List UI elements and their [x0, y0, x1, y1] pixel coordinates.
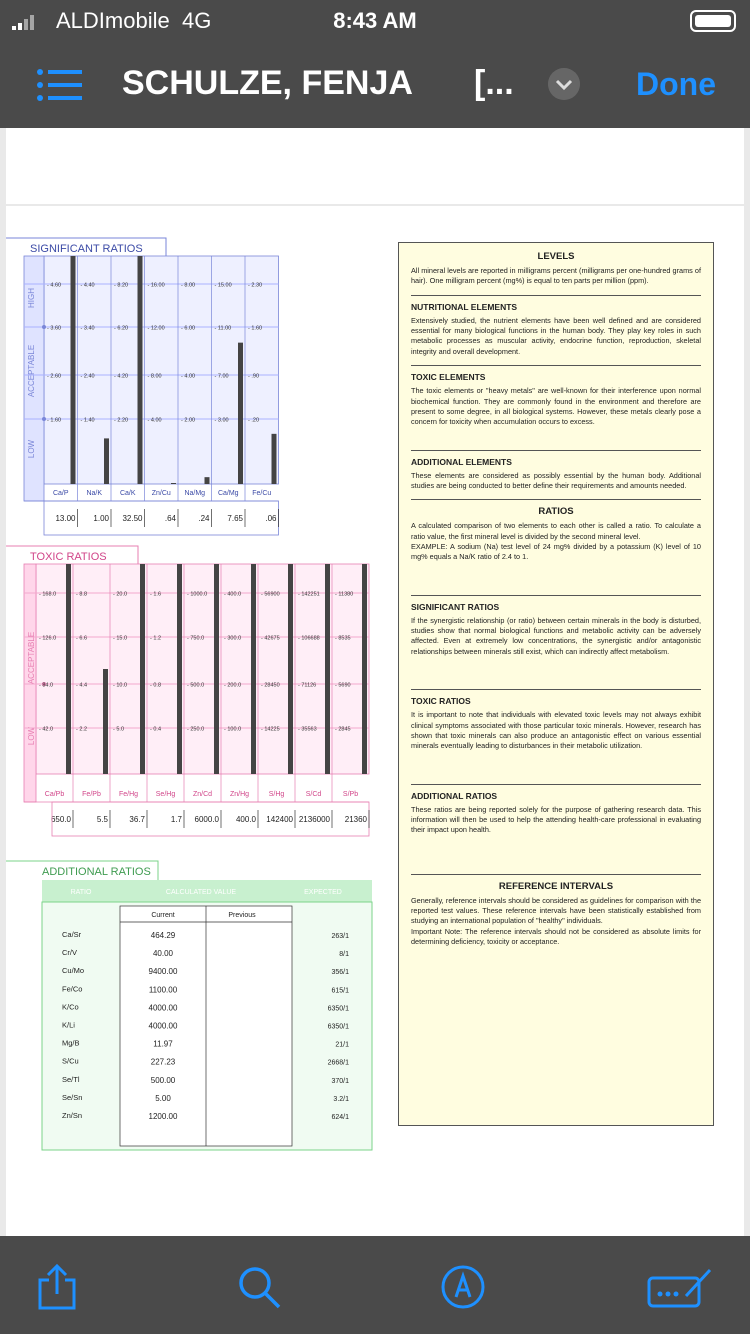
- toxic-zone-label: ACCEPTABLE: [27, 631, 36, 685]
- significant-tick-label: - 3.40: [80, 325, 95, 332]
- significant-ratio-name: Ca/K: [119, 490, 136, 497]
- significant-tick-label: - 4.00: [181, 373, 196, 380]
- significant-ratios-text: If the synergistic relationship (or ratio) between certain minerals in the body is disturbed, studies show that normal biological functions and metabolic activity can be adversely affected. Even at extremely low concentrations, the synergistic and/or antagonistic relationships between minerals still exist, which can indirectly affect metabolism.: [411, 615, 701, 656]
- additional-row-ratio: Se/Sn: [62, 1092, 83, 1102]
- significant-value-box: [44, 501, 279, 535]
- toxic-ratio-name: Fe/Hg: [118, 791, 139, 798]
- toxic-tick-label: - 750.0: [187, 635, 205, 642]
- toxic-tick-label: - 2.2: [76, 726, 88, 733]
- document-page: [6, 206, 744, 1236]
- significant-tick-label: - .90: [248, 373, 260, 380]
- additional-ratios-text: These ratios are being reported solely for the purpose of gathering research data. This information will then be used to help the attending health-care professional in evaluating their impact upon health.: [411, 804, 701, 835]
- additional-row-expected: 2668/1: [327, 1059, 349, 1067]
- significant-tick-label: - 1.40: [80, 417, 95, 424]
- significant-tick-label: - 8.00: [181, 282, 196, 289]
- additional-row-current: 40.00: [152, 949, 174, 959]
- significant-bar-Na/K: [104, 438, 109, 484]
- significant-bar-Zn/Cu: [171, 483, 176, 484]
- significant-ratio-name: Na/Mg: [184, 490, 206, 497]
- additional-row-ratio: Zn/Sn: [62, 1111, 83, 1120]
- significant-ratio-name: Fe/Cu: [252, 490, 272, 497]
- carrier-label: ALDImobile 4G: [56, 8, 212, 33]
- significant-ratio-value: 7.65: [227, 514, 243, 523]
- significant-ratios-heading: SIGNIFICANT RATIOS: [411, 601, 500, 612]
- toxic-bar-Zn/Cd: [214, 564, 219, 774]
- additional-row-current: 4000.00: [148, 1003, 178, 1013]
- significant-tick-label: - 2.00: [181, 417, 196, 424]
- additional-row-current: 4000.00: [148, 1021, 178, 1031]
- reference-intervals-note: Important Note: The reference intervals should not be considered as absolute limits for determining deficiency, toxicity or acceptance.: [411, 926, 701, 947]
- status-bar: [0, 0, 750, 42]
- battery-icon: [690, 10, 736, 32]
- toxic-tick-label: - 106688: [298, 635, 320, 642]
- significant-ratio-name: Ca/P: [52, 490, 69, 497]
- ratios-text: A calculated comparison of two elements to each other is called a ratio. To calculate a ratio value, the first mineral level is divided by the second mineral level.: [411, 521, 701, 541]
- additional-row-expected: 263/1: [331, 933, 349, 940]
- nav-bar: [0, 42, 750, 128]
- toxic-tick-label: - 168.0: [39, 591, 57, 598]
- significant-zone-label: LOW: [27, 439, 36, 459]
- significant-bar-Ca/Mg: [238, 343, 243, 484]
- toxic-tick-label: - 400.0: [224, 591, 242, 598]
- additional-row-ratio: Se/Tl: [62, 1074, 80, 1084]
- significant-ratio-value: 13.00: [55, 514, 76, 523]
- toxic-tick-label: - 500.0: [187, 682, 205, 689]
- toxic-bar-Ca/Pb: [66, 564, 71, 774]
- significant-ratio-value: .64: [164, 514, 176, 523]
- toxic-ratio-name: Se/Hg: [155, 791, 176, 798]
- toxic-tick-label: - 2845: [335, 726, 351, 733]
- document-title[interactable]: SCHULZE, FENJA: [122, 64, 413, 102]
- additional-row-current: 1100.00: [148, 985, 178, 995]
- toxic-ratio-value: 36.7: [129, 815, 145, 824]
- significant-tick-label: - 4.60: [47, 282, 62, 289]
- toxic-ratio-value: 5.5: [96, 815, 108, 824]
- previous-page: [6, 128, 744, 204]
- toxic-tick-label: - 0.4: [150, 726, 162, 733]
- additional-row-expected: 624/1: [331, 1114, 349, 1121]
- share-icon[interactable]: [34, 1264, 80, 1310]
- additional-row-ratio: Ca/Sr: [62, 930, 82, 939]
- toxic-tick-label: - 5690: [335, 682, 351, 689]
- additional-row-current: 1200.00: [148, 1112, 178, 1121]
- significant-title: SIGNIFICANT RATIOS: [30, 243, 143, 255]
- toxic-tick-label: - 200.0: [224, 682, 242, 689]
- significant-tick-label: - 4.20: [114, 373, 129, 380]
- significant-ratio-value: 1.00: [93, 514, 109, 523]
- sign-icon[interactable]: [646, 1264, 714, 1310]
- toxic-tick-label: - 0.8: [150, 682, 162, 689]
- significant-tick-label: - 2.60: [47, 373, 62, 380]
- toxic-tick-label: - 100.0: [224, 726, 242, 733]
- toxic-tick-label: - 4.4: [76, 682, 88, 689]
- markup-icon[interactable]: [440, 1264, 486, 1310]
- significant-tick-label: - 3.60: [47, 325, 62, 332]
- network-label: 4G: [181, 8, 212, 33]
- significant-zone-marker: [42, 417, 46, 421]
- nutritional-text: Extensively studied, the nutrient elements have been well defined and are considered essential for many biological functions in the human body. They play key roles in such metabolic processes as muscular activity, endocrine function, reproduction, skeletal integrity and overall development.: [411, 315, 701, 356]
- significant-tick-label: - .20: [248, 417, 260, 424]
- toxic-tick-label: - 8.8: [76, 591, 88, 598]
- significant-tick-label: - 8.00: [147, 373, 162, 380]
- ratios-example: EXAMPLE: A sodium (Na) test level of 24 mg% divided by a potassium (K) level of 10 mg% equals a Na/K ratio of 2.4 to 1.: [411, 542, 701, 562]
- toxic-ratio-name: Fe/Pb: [82, 791, 101, 798]
- significant-tick-label: - 2.40: [80, 373, 95, 380]
- significant-zone-label: ACCEPTABLE: [27, 344, 36, 398]
- additional-row-ratio: Cr/V: [62, 948, 77, 958]
- significant-tick-label: - 7.00: [214, 373, 229, 380]
- toxic-bar-S/Hg: [288, 564, 293, 774]
- additional-row-current: 9400.00: [148, 967, 178, 977]
- toxic-tick-label: - 84.0: [39, 682, 54, 689]
- significant-bar-Na/Mg: [205, 477, 210, 484]
- significant-tick-label: - 1.60: [248, 325, 263, 332]
- additional-row-ratio: S/Cu: [62, 1056, 79, 1066]
- additional-row-current: 500.00: [150, 1075, 176, 1085]
- chevron-down-icon[interactable]: [548, 68, 580, 100]
- toxic-tick-label: - 42675: [261, 635, 280, 642]
- significant-ratio-value: .06: [265, 514, 277, 523]
- list-icon[interactable]: [36, 68, 82, 102]
- significant-bar-Ca/K: [138, 256, 143, 484]
- toxic-ratio-name: S/Pb: [342, 791, 359, 798]
- toxic-ratio-value: 2136000: [298, 815, 330, 824]
- toxic-tick-label: - 1.6: [150, 591, 162, 598]
- toxic-ratio-name: S/Cd: [305, 791, 322, 798]
- additional-row-ratio: K/Co: [62, 1002, 79, 1012]
- toxic-ratio-value: 6000.0: [194, 815, 219, 824]
- significant-tick-label: - 4.00: [147, 417, 162, 424]
- toxic-elements-title: TOXIC ELEMENTS: [411, 372, 486, 383]
- additional-header-expected: EXPECTED: [304, 889, 342, 896]
- additional-title: ADDITIONAL RATIOS: [42, 866, 151, 878]
- additional-subheader-previous: Previous: [228, 912, 256, 919]
- significant-ratio-value: .24: [198, 514, 210, 523]
- significant-tick-label: - 6.00: [181, 325, 196, 332]
- additional-row-current: 227.23: [150, 1057, 176, 1067]
- toxic-ratio-value: 1.7: [170, 815, 182, 824]
- additional-row-expected: 8/1: [339, 951, 349, 959]
- toxic-ratios-text: It is important to note that individuals with elevated toxic levels may not always exhibit clinical symptoms associated with those particular toxic minerals. However, research has shown that toxic minerals can also produce an antagonistic effect on various essential minerals eventually leading to disturbances in their metabolic utilization.: [411, 710, 701, 751]
- additional-row-expected: 615/1: [331, 987, 349, 995]
- toxic-ratio-value: 21360: [344, 815, 367, 824]
- significant-bar-Fe/Cu: [272, 434, 277, 484]
- additional-elements-text: These elements are considered as possibly essential by the human body. Additional studies are being conducted to better define their requirements and amounts needed.: [411, 470, 701, 490]
- significant-tick-label: - 6.20: [114, 325, 129, 332]
- additional-elements-title: ADDITIONAL ELEMENTS: [411, 456, 512, 467]
- significant-tick-label: - 8.20: [114, 282, 129, 289]
- toxic-tick-label: - 250.0: [187, 726, 205, 733]
- toxic-tick-label: - 5.0: [113, 726, 125, 733]
- toxic-tick-label: - 142251: [298, 591, 320, 598]
- toxic-tick-label: - 8535: [335, 635, 351, 642]
- toxic-tick-label: - 1000.0: [187, 591, 208, 598]
- significant-ratio-name: Na/K: [86, 490, 103, 497]
- additional-row-ratio: Fe/Co: [62, 984, 83, 994]
- significant-tick-label: - 1.60: [47, 417, 62, 424]
- levels-title: LEVELS: [537, 251, 575, 262]
- toxic-ratio-name: Zn/Hg: [229, 791, 250, 798]
- additional-row-expected: 3.2/1: [333, 1095, 349, 1103]
- additional-row-expected: 6350/1: [327, 1023, 349, 1031]
- additional-subheader-current: Current: [151, 912, 175, 919]
- significant-tick-label: - 2.20: [114, 417, 129, 424]
- toxic-ratio-value: 400.0: [235, 815, 256, 824]
- document-title-suffix[interactable]: [...: [474, 64, 514, 102]
- additional-row-expected: 21/1: [335, 1041, 349, 1049]
- toxic-ratio-name: Ca/Pb: [44, 791, 65, 798]
- toxic-ratios-heading: TOXIC RATIOS: [411, 696, 471, 707]
- additional-header-ratio: RATIO: [70, 889, 92, 896]
- toxic-tick-label: - 10.0: [113, 682, 128, 689]
- document-viewer[interactable]: [0, 128, 750, 1236]
- toxic-ratio-name: S/Hg: [268, 791, 285, 798]
- toxic-bar-Zn/Hg: [251, 564, 256, 774]
- significant-zone-marker: [42, 325, 46, 329]
- significant-bar-Ca/P: [71, 256, 76, 484]
- toxic-tick-label: - 20.0: [113, 591, 128, 598]
- additional-row-current: 5.00: [155, 1093, 171, 1103]
- toxic-tick-label: - 11380: [335, 591, 354, 598]
- reference-intervals-title: REFERENCE INTERVALS: [498, 880, 614, 892]
- toxic-ratio-name: Zn/Cd: [192, 791, 213, 798]
- toxic-zone-label: LOW: [27, 726, 36, 746]
- toxic-title: TOXIC RATIOS: [30, 551, 107, 563]
- toxic-elements-text: The toxic elements or "heavy metals" are well-known for their interference upon normal biochemical function. They are commonly found in the environment and therefore are present to some degree, in all biological systems. However, these metals clearly pose a concern for toxicity when accumulation occurs to excess.: [411, 386, 701, 427]
- toxic-ratio-value: 142400: [266, 815, 293, 824]
- significant-tick-label: - 16.00: [147, 282, 165, 289]
- bottom-toolbar: [0, 1236, 750, 1334]
- significant-tick-label: - 4.40: [80, 282, 95, 289]
- toxic-tick-label: - 56900: [261, 591, 280, 598]
- toxic-tick-label: - 1.2: [150, 635, 162, 642]
- toxic-tick-label: - 28450: [261, 682, 280, 689]
- significant-tick-label: - 3.00: [214, 417, 229, 424]
- significant-tick-label: - 12.00: [147, 325, 165, 332]
- reference-intervals-text: Generally, reference intervals should be considered as guidelines for comparison with the reported test values. These reference intervals have been statistically established from studying an international population of "healthy" individuals.: [411, 895, 701, 926]
- toxic-bar-S/Pb: [362, 564, 367, 774]
- toxic-ratio-value: 650.0: [50, 815, 71, 824]
- additional-row-expected: 370/1: [331, 1077, 349, 1085]
- toxic-bar-Se/Hg: [177, 564, 182, 774]
- toxic-bar-Fe/Hg: [140, 564, 145, 774]
- nutritional-title: NUTRITIONAL ELEMENTS: [411, 301, 518, 312]
- toxic-tick-label: - 42.0: [39, 726, 54, 733]
- toxic-tick-label: - 15.0: [113, 635, 128, 642]
- significant-tick-label: - 11.00: [214, 325, 232, 332]
- toxic-tick-label: - 14225: [261, 726, 280, 733]
- toxic-tick-label: - 300.0: [224, 635, 242, 642]
- significant-ratio-value: 32.50: [122, 514, 143, 523]
- significant-ratio-name: Ca/Mg: [217, 490, 239, 497]
- additional-ratios-heading: ADDITIONAL RATIOS: [411, 790, 498, 801]
- additional-row-ratio: Mg/B: [62, 1038, 80, 1048]
- additional-row-ratio: K/Li: [62, 1020, 75, 1030]
- additional-row-ratio: Cu/Mo: [62, 966, 85, 976]
- additional-row-current: 464.29: [150, 931, 176, 940]
- significant-zone-label: HIGH: [27, 288, 36, 308]
- significant-tick-label: - 15.00: [214, 282, 232, 289]
- additional-row-current: 11.97: [153, 1039, 173, 1049]
- additional-row-expected: 356/1: [331, 969, 349, 977]
- toxic-tick-label: - 71126: [298, 682, 317, 689]
- toxic-tick-label: - 126.0: [39, 635, 57, 642]
- done-button[interactable]: Done: [636, 66, 716, 102]
- additional-header-value: CALCULATED VALUE: [165, 889, 237, 896]
- toxic-bar-S/Cd: [325, 564, 330, 774]
- significant-plot-area: [44, 256, 279, 484]
- toxic-bar-Fe/Pb: [103, 669, 108, 774]
- significant-ratio-name: Zn/Cu: [151, 490, 171, 497]
- search-icon[interactable]: [236, 1264, 282, 1310]
- toxic-tick-label: - 6.6: [76, 635, 88, 642]
- clock: 8:43 AM: [333, 8, 417, 33]
- levels-text: All mineral levels are reported in milligrams percent (milligrams per one-hundred grams of hair). One milligram percent (mg%) is equal to ten parts per million (ppm).: [411, 266, 701, 286]
- ratios-title: RATIOS: [538, 506, 574, 518]
- levels-panel: [398, 242, 714, 1126]
- toxic-tick-label: - 35563: [298, 726, 317, 733]
- additional-row-expected: 6350/1: [327, 1005, 349, 1013]
- significant-tick-label: - 2.30: [248, 282, 263, 289]
